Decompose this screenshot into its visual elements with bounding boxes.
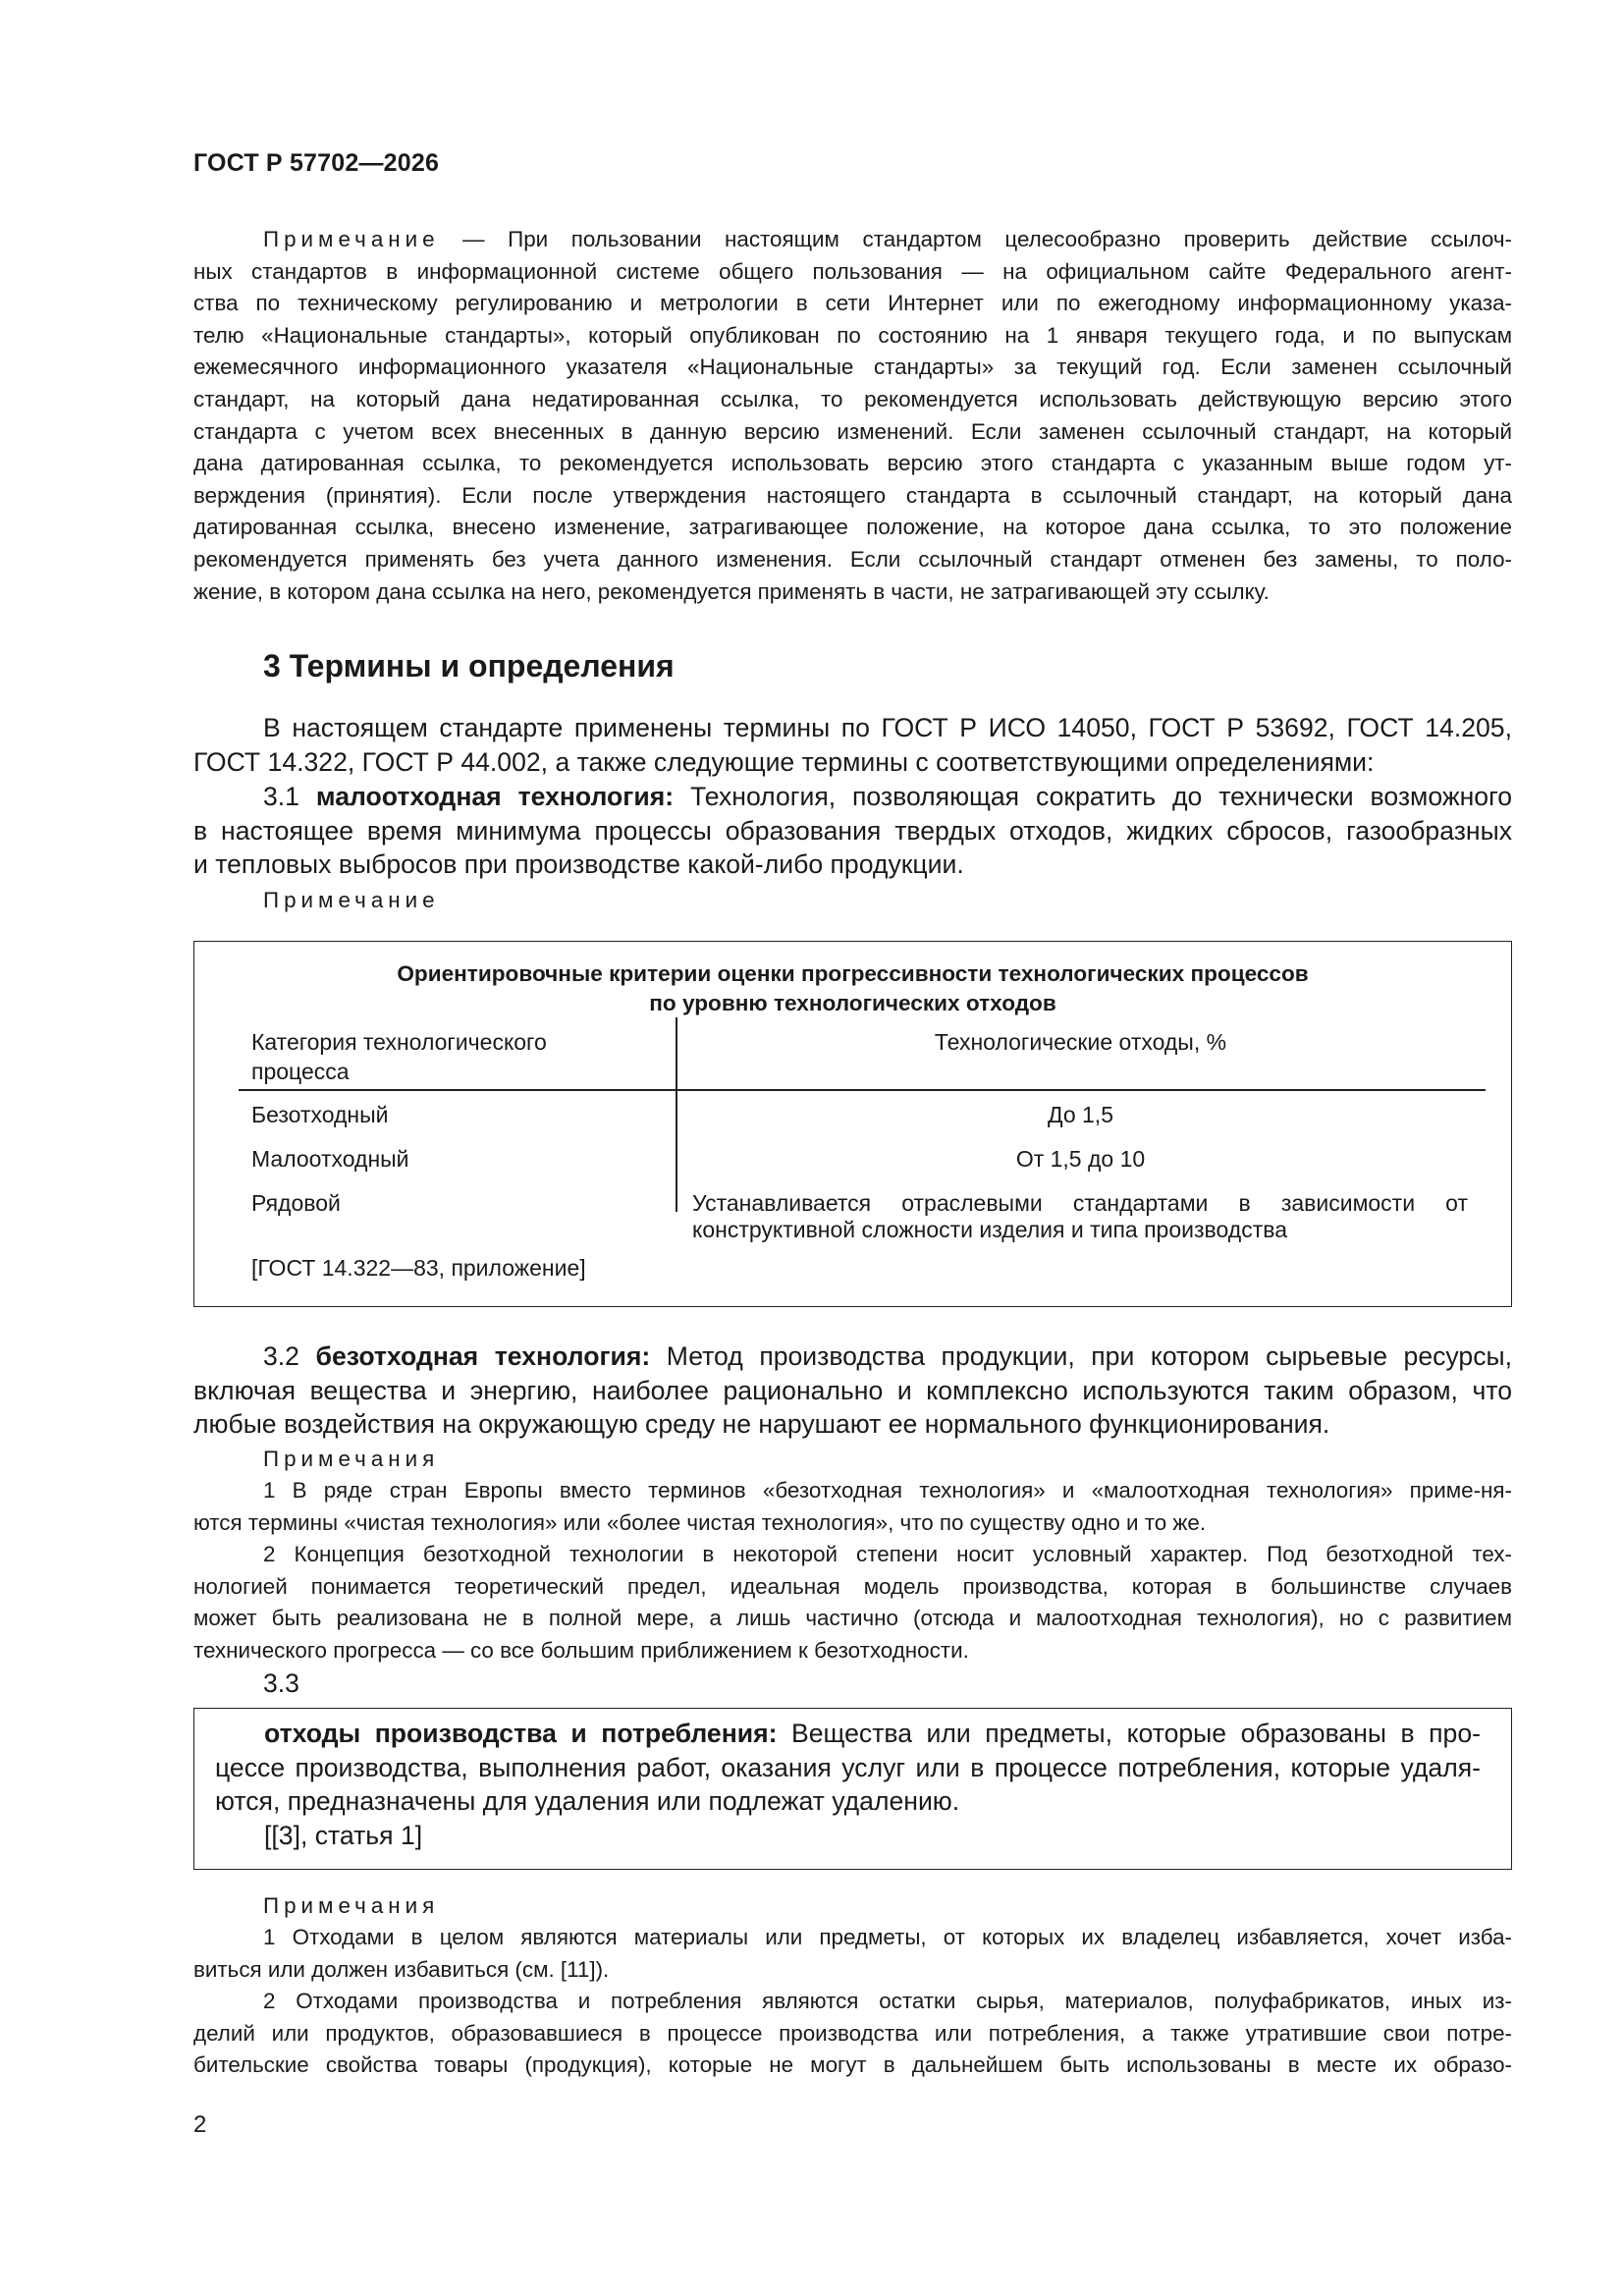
note-line: 1 Отходами в целом являются материалы или предметы, от которых их владелец избавляется, хочет изба-: [263, 1925, 1512, 1949]
term-source: [[3], статья 1]: [264, 1821, 423, 1851]
note-line: дана датированная ссылка, то рекомендуется использовать версию этого стандарта с указанным выше годом ут-: [193, 451, 1512, 476]
note-line: бительские свойства товары (продукция), которые не могут в дальнейшем быть использованы в месте их образо-: [193, 2052, 1512, 2078]
note-line: ежемесячного информационного указателя «Национальные стандарты» за текущий год. Если заменен ссылочный: [193, 355, 1512, 380]
term-name: отходы производства и потребления:: [264, 1719, 778, 1748]
term-line: ются, предназначены для удаления или подлежат удалению.: [215, 1786, 960, 1817]
note-line: датированная ссылка, внесено изменение, затрагивающее положение, на которое дана ссылка, то это положение: [193, 515, 1512, 540]
note-label: Примечание: [263, 227, 440, 251]
term-3-3: отходы производства и потребления: Вещества или предметы, которые образованы в про- цессе производства, выполнения работ, оказания услуг или в процессе потребления, которые удаля- ются, предназначены для удаления или подлежат удалению. [[3], статья 1]: [194, 1717, 1481, 1853]
table-cell: Безотходный: [251, 1102, 389, 1127]
intro-line: ГОСТ 14.322, ГОСТ Р 44.002, а также следующие термины с соответствующими определениями:: [193, 746, 1375, 777]
page-number: 2: [193, 2111, 207, 2138]
term-3-2: 3.2 безотходная технология: Метод производства продукции, при котором сырьевые ресурсы, включая вещества и энергию, наиболее рационально и комплексно используются таким образом, что любые воздействия на окружающую среду не нарушают ее нормального функционирования.: [193, 1339, 1512, 1442]
table-cell: От 1,5 до 10: [1015, 1146, 1146, 1172]
note-line: телю «Национальные стандарты», который опубликован по состоянию на 1 января текущего года, и по выпускам: [193, 322, 1512, 348]
reference-note: [193, 224, 1512, 608]
section-heading: 3 Термины и определения: [263, 648, 675, 683]
term-number: 3.3: [263, 1668, 299, 1698]
term-line: и тепловых выбросов при производстве какой-либо продукции.: [193, 849, 964, 880]
note-line: нологией понимается теоретический предел, идеальная модель производства, которая в большинстве случаев: [193, 1573, 1512, 1599]
term-line: цессе производства, выполнения работ, оказания услуг или в процессе потребления, которые удаля-: [215, 1752, 1481, 1782]
notes-label: Примечания: [263, 1447, 440, 1471]
table-cell: Малоотходный: [251, 1146, 409, 1172]
note-line: верждения (принятия). Если после утверждения настоящего стандарта в ссылочный стандарт, на который дана: [193, 482, 1512, 508]
note-line: Примечание — При пользовании настоящим стандартом целесообразно проверить действие ссылоч-: [263, 227, 1512, 251]
term-3-1: 3.1 малоотходная технология: Технология, позволяющая сократить до технически возможного в настоящее время минимума процессы образования твердых отходов, жидких сбросов, газообразных и тепловых выбросов при производстве какой-либо продукции.: [193, 780, 1512, 882]
table-source: [ГОСТ 14.322—83, приложение]: [251, 1255, 586, 1281]
note-line: стандарт, на который дана недатированная ссылка, то рекомендуется использовать действующую версию этого: [193, 386, 1512, 411]
table-title: по уровню технологических отходов: [649, 991, 1056, 1015]
note-line: 2 Отходами производства и потребления являются остатки сырья, материалов, полуфабрикатов, иных из-: [263, 1989, 1512, 2014]
note-line: технического прогресса — со все большим приближением к безотходности.: [193, 1637, 969, 1663]
criteria-table: [193, 941, 1512, 1307]
term-line: включая вещества и энергию, наиболее рационально и комплексно используются таким образом, что: [193, 1375, 1512, 1405]
term-line: в настоящее время минимума процессы образования твердых отходов, жидких сбросов, газообразных: [193, 815, 1512, 846]
note-label: Примечание: [263, 888, 440, 912]
table-title: Ориентировочные критерии оценки прогрессивности технологических процессов: [397, 961, 1309, 986]
note-line: рекомендуется применять без учета данного изменения. Если ссылочный стандарт отменен без замены, то поло-: [193, 546, 1512, 572]
note-line: может быть реализована не в полной мере, а лишь частично (отсюда и малоотходная технология), но с развитием: [193, 1606, 1512, 1631]
note-line: 2 Концепция безотходной технологии в некоторой степени носит условный характер. Под безотходной тех-: [263, 1542, 1512, 1567]
note-line: ства по техническому регулированию и метрологии в сети Интернет или по ежегодному информационному указа-: [193, 291, 1512, 316]
note-line: 1 В ряде стран Европы вместо терминов «безотходная технология» и «малоотходная технология» приме-ня-: [263, 1478, 1512, 1503]
term-3-2-notes: [193, 1475, 1512, 1667]
term-line: любые воздействия на окружающую среду не нарушают ее нормального функционирования.: [193, 1409, 1330, 1440]
column-header: Технологические отходы, %: [934, 1029, 1227, 1055]
note-line: виться или должен избавиться (см. [11]).: [193, 1956, 610, 1982]
note-line: ных стандартов в информационной системе общего пользования — на официальном сайте Федерального агент-: [193, 258, 1512, 284]
intro-line: В настоящем стандарте применены термины по ГОСТ Р ИСО 14050, ГОСТ Р 53692, ГОСТ 14.205,: [263, 713, 1512, 742]
term-3-3-notes: [193, 1922, 1512, 2082]
table-cell: До 1,5: [1048, 1102, 1113, 1127]
table-cell: Устанавливается отраслевыми стандартами в зависимости от конструктивной сложности изделия и типа производства: [692, 1190, 1468, 1242]
notes-label: Примечания: [263, 1893, 440, 1918]
document-header: ГОСТ Р 57702—2026: [193, 149, 440, 177]
note-line: стандарта с учетом всех внесенных в данную версию изменений. Если заменен ссылочный стандарт, на который: [193, 418, 1512, 444]
note-line: жение, в котором дана ссылка на него, рекомендуется применять в части, не затрагивающей эту ссылку.: [193, 578, 1270, 604]
column-header: Категория технологического: [251, 1029, 547, 1055]
note-line: делий или продуктов, образовавшиеся в процессе производства или потребления, а также утратившие свои потре-: [193, 2020, 1512, 2046]
definition-box: [193, 1708, 1512, 1870]
term-name: безотходная технология:: [315, 1341, 651, 1371]
term-number: 3.2: [263, 1341, 299, 1371]
table-cell: Рядовой: [251, 1190, 341, 1216]
term-number: 3.1: [263, 782, 299, 811]
note-line: ются термины «чистая технология» или «более чистая технология», что по существу одно и то же.: [193, 1509, 1207, 1535]
term-name: малоотходная технология:: [315, 782, 675, 811]
section-intro: [193, 711, 1512, 779]
column-header: процесса: [251, 1059, 350, 1084]
table-divider: [239, 1089, 1486, 1091]
